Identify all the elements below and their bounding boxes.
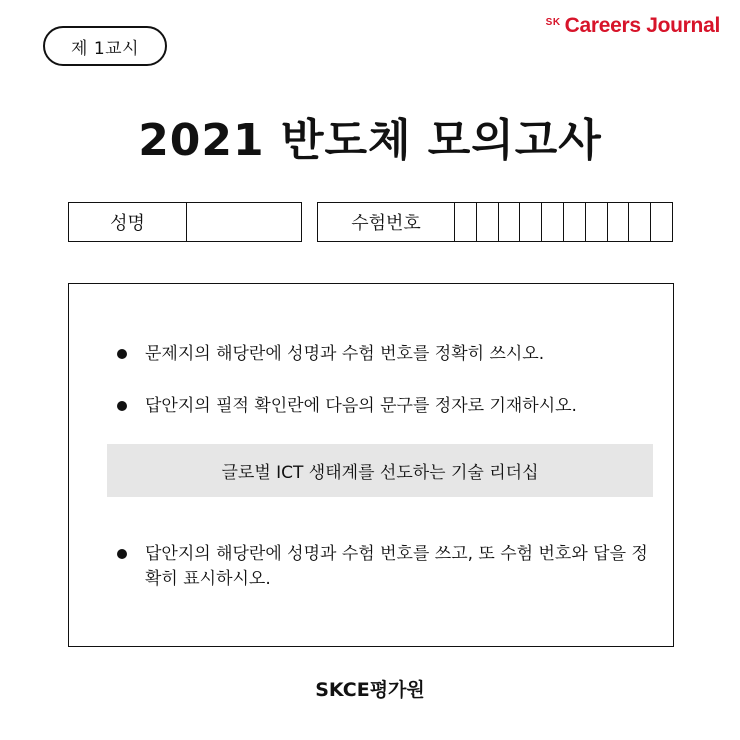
bullet-icon: [117, 349, 127, 359]
name-label: 성명: [69, 203, 187, 241]
page-title: 2021 반도체 모의고사: [138, 115, 602, 166]
handwriting-phrase-box: [107, 444, 653, 497]
brand-logo: [546, 14, 720, 38]
bullet-icon: [117, 401, 127, 411]
organization-name: SKCE평가원: [315, 679, 425, 701]
instruction-item: [117, 342, 663, 367]
instructions-panel: [68, 283, 674, 647]
exam-digit-box[interactable]: [477, 203, 499, 241]
session-badge: [43, 26, 167, 66]
instruction-item: [117, 394, 663, 419]
exam-digit-box[interactable]: [542, 203, 564, 241]
exam-digit-box[interactable]: [520, 203, 542, 241]
exam-digit-box[interactable]: [586, 203, 608, 241]
name-field: [68, 202, 302, 242]
instruction-item: [117, 542, 663, 592]
exam-digit-box[interactable]: [564, 203, 586, 241]
handwriting-phrase: 글로벌 ICT 생태계를 선도하는 기술 리더십: [221, 463, 539, 483]
instruction-text: 답안지의 필적 확인란에 다음의 문구를 정자로 기재하시오.: [145, 396, 577, 416]
exam-number-field: [317, 202, 673, 242]
exam-digit-box[interactable]: [608, 203, 630, 241]
brand-prefix: SK: [545, 17, 561, 28]
exam-number-label: 수험번호: [318, 203, 455, 241]
exam-digit-box[interactable]: [455, 203, 477, 241]
instruction-text: 문제지의 해당란에 성명과 수험 번호를 정확히 쓰시오.: [145, 344, 545, 364]
instruction-text: 답안지의 해당란에 성명과 수험 번호를 쓰고, 또 수험 번호와 답을 정확히 표시하시오.: [145, 544, 648, 589]
exam-digit-box[interactable]: [499, 203, 521, 241]
bullet-icon: [117, 549, 127, 559]
exam-digit-box[interactable]: [629, 203, 651, 241]
session-label: 제 1교시: [71, 38, 139, 59]
name-input-area[interactable]: [187, 203, 301, 241]
brand-name: Careers Journal: [564, 14, 720, 37]
exam-digit-box[interactable]: [651, 203, 672, 241]
